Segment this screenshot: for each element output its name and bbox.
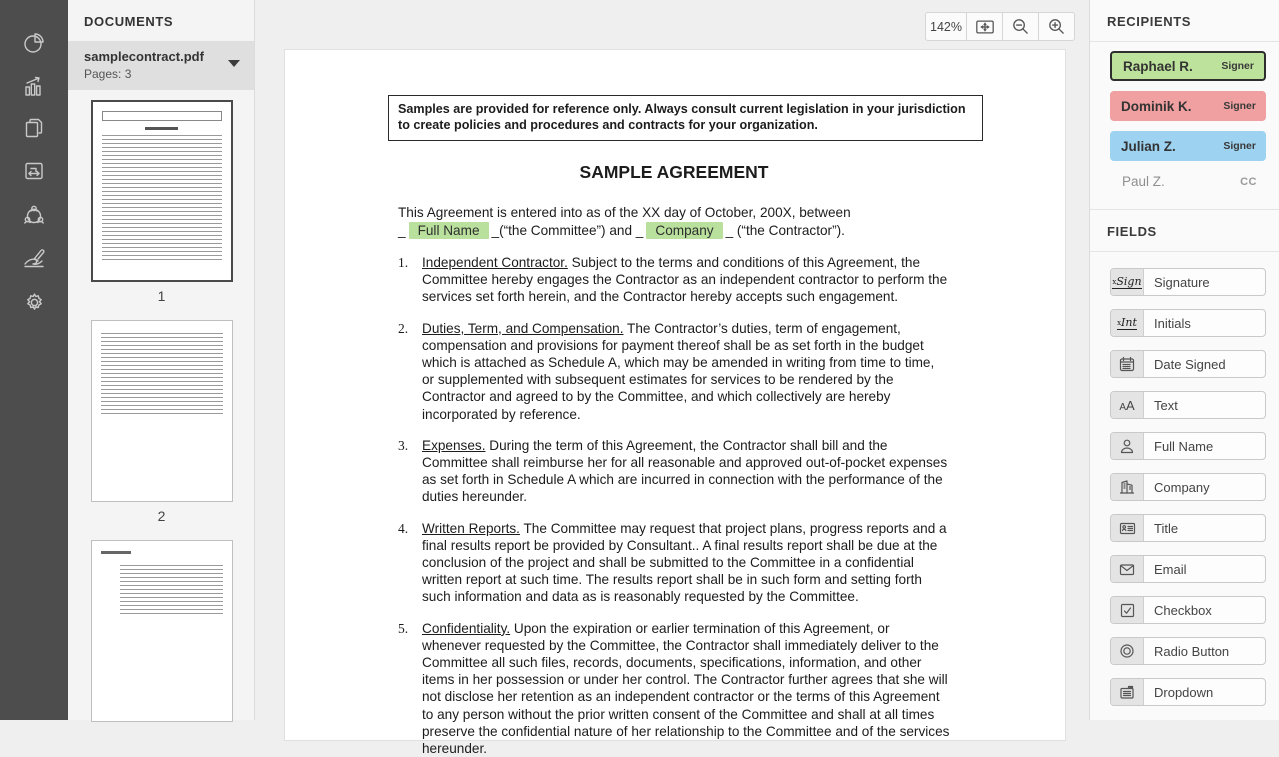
item-body: The Contractor’s duties, term of engagement, compensation and provisions for payment thereof shall be as set forth in the budget which is attached as Schedule A, which may be amended in writing from time to time, or supplemented with subsequent estimates for services to be rendered by the Contractor and agreed to by the Committee, and which collectively are hereby incorporated by reference. bbox=[422, 320, 935, 422]
list-item-3 bbox=[398, 437, 973, 506]
field-label: Title bbox=[1154, 520, 1179, 536]
text-icon: AA bbox=[1111, 392, 1144, 418]
list-item-5 bbox=[398, 620, 973, 757]
item-number: 1. bbox=[398, 255, 409, 270]
initials-icon: xInt bbox=[1111, 310, 1144, 336]
fields-section-title: FIELDS bbox=[1090, 210, 1279, 252]
documents-copy-icon[interactable] bbox=[20, 114, 48, 142]
field-chip-signature[interactable] bbox=[1110, 268, 1266, 296]
field-chip-checkbox[interactable] bbox=[1110, 596, 1266, 624]
right-panel bbox=[1089, 0, 1279, 720]
zoom-in-button[interactable] bbox=[1038, 12, 1075, 41]
bar-chart-icon[interactable] bbox=[20, 72, 48, 100]
field-chip-date-signed[interactable] bbox=[1110, 350, 1266, 378]
field-label: Dropdown bbox=[1154, 684, 1214, 700]
document-disclaimer-box: Samples are provided for reference only. Always consult current legislation in your jurisdiction to create policies and procedures and contracts for your organization. bbox=[388, 95, 983, 141]
fields-section bbox=[1090, 209, 1279, 706]
page-thumbnail-list bbox=[68, 84, 255, 722]
document-title: SAMPLE AGREEMENT bbox=[579, 162, 769, 182]
field-label: Company bbox=[1154, 479, 1210, 495]
field-chip-company[interactable] bbox=[1110, 473, 1266, 501]
document-numbered-list bbox=[398, 254, 973, 757]
field-chip-radio-button[interactable] bbox=[1110, 637, 1266, 665]
envelope-icon bbox=[1111, 556, 1144, 582]
list-item-2 bbox=[398, 320, 973, 423]
item-title: Written Reports. bbox=[422, 520, 520, 536]
thumbnail-text-lines bbox=[120, 565, 223, 617]
item-title: Duties, Term, and Compensation. bbox=[422, 320, 624, 336]
intro-underscore: _ bbox=[398, 222, 406, 238]
item-body: Upon the expiration or earlier termination of this Agreement, or whenever requested by the Committee, the Contractor shall immediately deliver to the Committee all such files, records, documents, specifications, information, and other items in her possession or under her control. The Contractor further agrees that she will not disclose her retention as an independent contractor or the terms of this Agreement to any person without the prior written consent of the Committee and shall at all times preserve the confidential nature of her relationship to the Committee and of the services hereunder. bbox=[422, 620, 950, 757]
intro-line-1: This Agreement is entered into as of the XX day of October, 200X, between bbox=[398, 205, 851, 220]
item-title: Independent Contractor. bbox=[422, 255, 568, 270]
item-number: 5. bbox=[398, 620, 409, 636]
recipient-role-badge: Signer bbox=[1221, 60, 1254, 72]
document-file-name: samplecontract.pdf bbox=[84, 49, 204, 64]
recipient-chip-raphael[interactable] bbox=[1110, 51, 1266, 81]
person-icon bbox=[1111, 433, 1144, 459]
zoom-out-button[interactable] bbox=[1002, 12, 1039, 41]
thumbnail-text-lines bbox=[101, 333, 223, 417]
thumbnail-title-line bbox=[145, 127, 178, 130]
field-label: Radio Button bbox=[1154, 643, 1230, 659]
page-number-label: 1 bbox=[157, 288, 166, 304]
field-chip-initials[interactable] bbox=[1110, 309, 1266, 337]
field-label: Checkbox bbox=[1154, 602, 1212, 618]
recipient-name: Paul Z. bbox=[1122, 174, 1165, 189]
recipient-chip-julian[interactable] bbox=[1110, 131, 1266, 161]
intro-mid-text: _(“the Committee”) and _ bbox=[491, 222, 644, 238]
zoom-level-indicator[interactable]: 142% bbox=[925, 12, 967, 41]
placed-company-field[interactable]: Company bbox=[646, 222, 722, 240]
recipient-role-badge: Signer bbox=[1223, 140, 1256, 152]
team-icon[interactable] bbox=[20, 201, 48, 229]
field-label: Text bbox=[1154, 397, 1178, 413]
item-title: Expenses. bbox=[422, 437, 486, 453]
item-number: 4. bbox=[398, 520, 409, 536]
thumbnail-heading-line bbox=[101, 551, 131, 554]
calendar-icon bbox=[1111, 351, 1144, 377]
id-badge-icon bbox=[1111, 515, 1144, 541]
item-body: The Committee may request that project plans, progress reports and a final results report be provided by Consultant.. A final results report shall be due at the conclusion of the project and shall be submitted to the Committee in a confidential written report at such time. The results report shall be in such form and setting forth such information and data as is reasonably requested by the Committee. bbox=[422, 520, 947, 605]
document-page[interactable] bbox=[285, 50, 1065, 757]
item-body: Subject to the terms and conditions of this Agreement, the Committee hereby engages the Contractor as an independent contractor to perform the services set forth herein, and the Contractor hereby accepts such engagement. bbox=[422, 255, 948, 305]
placed-full-name-field[interactable]: Full Name bbox=[409, 222, 489, 240]
page-thumbnail-1[interactable] bbox=[91, 100, 233, 282]
recipient-role-badge: CC bbox=[1240, 175, 1257, 188]
field-chip-full-name[interactable] bbox=[1110, 432, 1266, 460]
item-number: 3. bbox=[398, 437, 409, 453]
recipients-section-title: RECIPIENTS bbox=[1090, 0, 1279, 42]
template-icon[interactable] bbox=[20, 157, 48, 185]
item-body: During the term of this Agreement, the Contractor shall bill and the Committee shall reimburse her for all reasonable and approved out-of-pocket expenses as set forth in Schedule A which are incurred in connection with the performance of the duties hereunder. bbox=[422, 437, 948, 505]
field-label: Email bbox=[1154, 561, 1187, 577]
building-icon bbox=[1111, 474, 1144, 500]
thumbnail-disclaimer-box bbox=[102, 111, 222, 121]
fit-to-page-button[interactable] bbox=[966, 12, 1003, 41]
recipients-list bbox=[1090, 42, 1279, 189]
thumbnail-text-lines bbox=[102, 135, 222, 263]
item-number: 2. bbox=[398, 320, 409, 336]
field-label: Full Name bbox=[1154, 438, 1214, 454]
field-chip-dropdown[interactable] bbox=[1110, 678, 1266, 706]
dropdown-icon bbox=[1111, 679, 1144, 705]
checkbox-icon bbox=[1111, 597, 1144, 623]
documents-panel-title: DOCUMENTS bbox=[84, 14, 174, 29]
intro-suffix-text: _ (“the Contractor”). bbox=[725, 222, 845, 238]
document-file-row[interactable] bbox=[68, 41, 254, 90]
page-thumbnail-3[interactable] bbox=[91, 540, 233, 722]
radio-icon bbox=[1111, 638, 1144, 664]
field-label: Initials bbox=[1154, 315, 1191, 331]
fields-list bbox=[1090, 252, 1279, 706]
chevron-down-icon[interactable] bbox=[228, 60, 240, 67]
document-viewer bbox=[255, 0, 1089, 757]
document-intro-paragraph bbox=[398, 204, 958, 239]
app-icon-rail bbox=[0, 0, 68, 720]
item-title: Confidentiality. bbox=[422, 620, 511, 636]
signature-hand-icon[interactable] bbox=[20, 244, 48, 272]
field-label: Signature bbox=[1154, 274, 1210, 290]
field-chip-text[interactable] bbox=[1110, 391, 1266, 419]
recipient-row-cc[interactable] bbox=[1111, 174, 1267, 189]
signature-icon: xSign bbox=[1111, 269, 1144, 295]
recipient-name: Julian Z. bbox=[1121, 138, 1176, 154]
page-number-label: 2 bbox=[157, 508, 166, 524]
pie-chart-icon[interactable] bbox=[20, 29, 48, 57]
documents-panel bbox=[68, 0, 255, 720]
recipient-name: Raphael R. bbox=[1123, 58, 1193, 74]
recipient-chip-dominik[interactable] bbox=[1110, 91, 1266, 121]
zoom-toolbar bbox=[925, 12, 1075, 41]
recipient-role-badge: Signer bbox=[1223, 100, 1256, 112]
list-item-4 bbox=[398, 520, 973, 606]
page-thumbnail-2[interactable] bbox=[91, 320, 233, 502]
list-item-1 bbox=[398, 254, 973, 306]
document-page-count: Pages: 3 bbox=[84, 67, 132, 81]
field-chip-title[interactable] bbox=[1110, 514, 1266, 542]
field-chip-email[interactable] bbox=[1110, 555, 1266, 583]
settings-gear-icon[interactable] bbox=[20, 288, 48, 316]
field-label: Date Signed bbox=[1154, 356, 1226, 372]
recipient-name: Dominik K. bbox=[1121, 98, 1192, 114]
